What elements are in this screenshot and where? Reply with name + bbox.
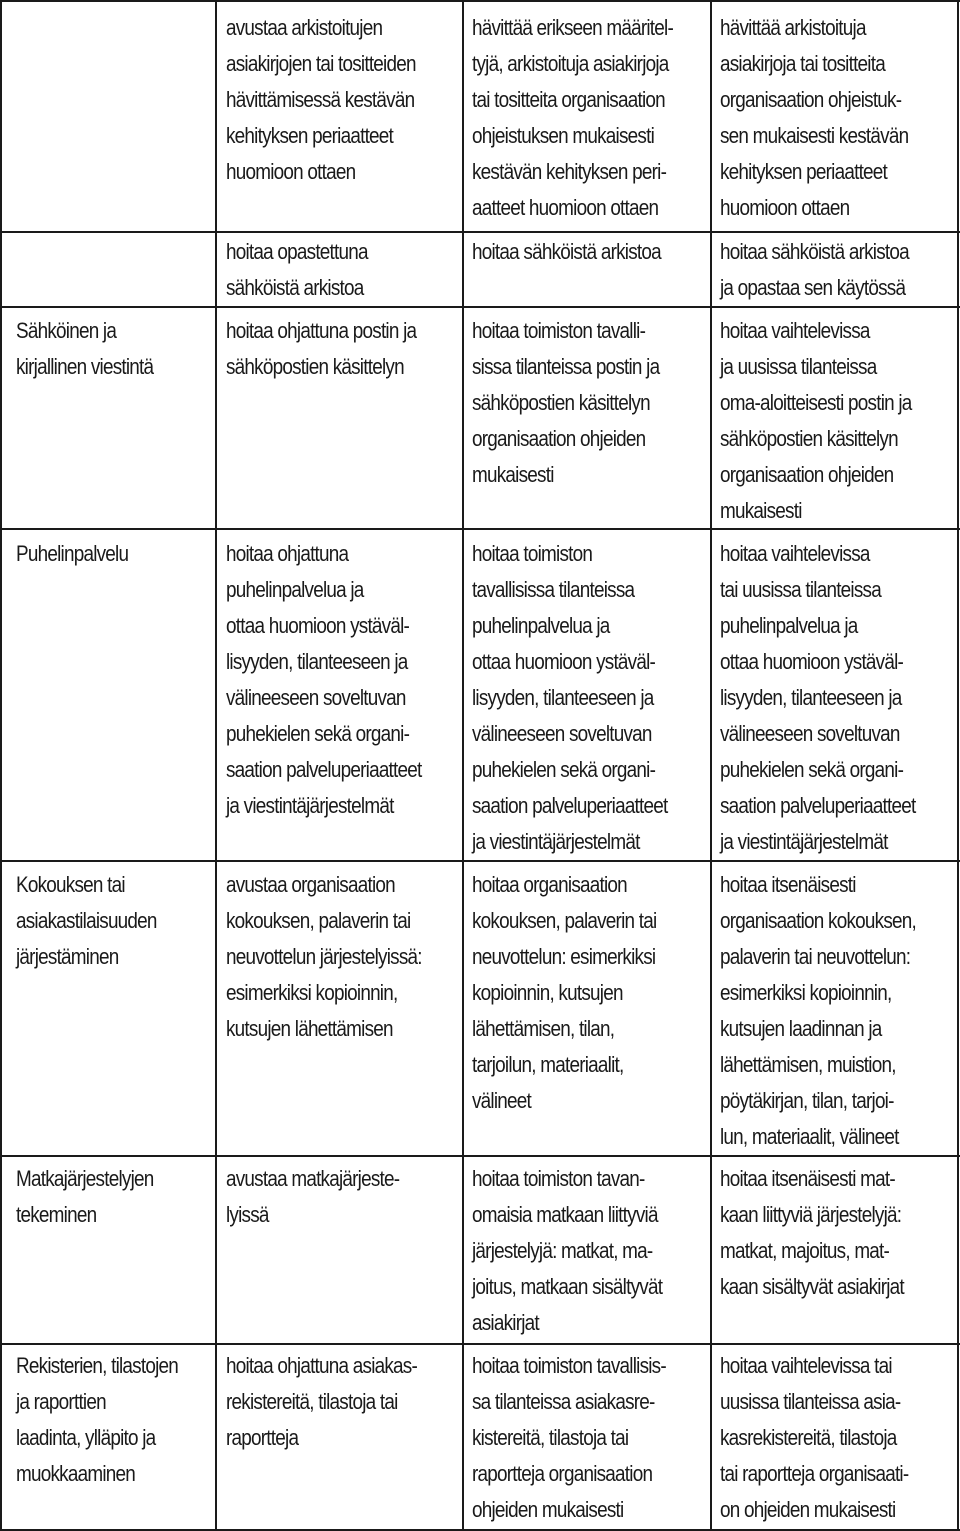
table-cell: hoitaa ohjattuna puhelinpalvelua ja ottaa huomioon ystäväl- lisyyden, tilanteeseen ja välineeseen soveltuvan puhekielen sekä organi- saation palveluperiaatteet ja viestintäjärjestelmät bbox=[226, 541, 422, 818]
row-topic: Matkajärjestelyjen tekeminen bbox=[16, 1166, 154, 1227]
table-cell: hoitaa itsenäisesti organisaation kokouksen, palaverin tai neuvottelun: esimerkiksi kopioinnin, kutsujen laadinnan ja lähettämisen, muistion, pöytäkirjan, tilan, tarjoi- lun, materiaalit, välineet bbox=[720, 872, 916, 1149]
table-border-left bbox=[0, 0, 2, 1529]
table-cell: hoitaa opastettuna sähköistä arkistoa bbox=[226, 239, 368, 300]
table-cell: hoitaa sähköistä arkistoa ja opastaa sen käytössä bbox=[720, 239, 909, 300]
table-cell: hoitaa vaihtelevissa tai uusissa tilanteissa puhelinpalvelua ja ottaa huomioon ystäväl- lisyyden, tilanteeseen ja välineeseen soveltuvan puhekielen sekä organi- saation palveluperiaatteet ja viestintäjärjestelmät bbox=[720, 541, 916, 854]
table-cell: hoitaa ohjattuna asiakas- rekistereitä, tilastoja tai raportteja bbox=[226, 1353, 418, 1450]
row-topic: Sähköinen ja kirjallinen viestintä bbox=[16, 318, 154, 379]
table-cell: avustaa arkistoitujen asiakirjojen tai tositteiden hävittämisessä kestävän kehityksen periaatteet huomioon ottaen bbox=[226, 15, 416, 184]
table-cell: hoitaa toimiston tavan- omaisia matkaan liittyviä järjestelyjä: matkat, ma- joitus, matkaan sisältyvät asiakirjat bbox=[472, 1166, 663, 1335]
table-cell: hoitaa toimiston tavalli- sissa tilanteissa postin ja sähköpostien käsittelyn organisaation ohjeiden mukaisesti bbox=[472, 318, 660, 487]
row-divider bbox=[0, 306, 960, 308]
row-divider bbox=[0, 1343, 960, 1345]
table-border-right bbox=[957, 0, 959, 1529]
table-cell: avustaa matkajärjeste- lyissä bbox=[226, 1166, 400, 1227]
column-divider bbox=[462, 0, 464, 1529]
row-topic: Rekisterien, tilastojen ja raporttien laadinta, ylläpito ja muokkaaminen bbox=[16, 1353, 179, 1486]
row-divider bbox=[0, 860, 960, 862]
column-divider bbox=[215, 0, 217, 1529]
table-cell: hävittää arkistoituja asiakirjoja tai tositteita organisaation ohjeistuk- sen mukaisesti kestävän kehityksen periaatteet huomioon ottaen bbox=[720, 15, 909, 220]
table-cell: hoitaa toimiston tavallisissa tilanteissa puhelinpalvelua ja ottaa huomioon ystäväl- lisyyden, tilanteeseen ja välineeseen soveltuvan puhekielen sekä organi- saation palveluperiaatteet ja viestintäjärjestelmät bbox=[472, 541, 668, 854]
table-cell: avustaa organisaation kokouksen, palaverin tai neuvottelun järjestelyissä: esimerkiksi kopioinnin, kutsujen lähettämisen bbox=[226, 872, 422, 1041]
row-topic: Kokouksen tai asiakastilaisuuden järjestäminen bbox=[16, 872, 157, 969]
table-cell: hoitaa vaihtelevissa tai uusissa tilanteissa asia- kasrekistereitä, tilastoja tai raportteja organisaati- on ohjeiden mukaisesti bbox=[720, 1353, 909, 1522]
table-cell: hoitaa itsenäisesti mat- kaan liittyviä järjestelyjä: matkat, majoitus, mat- kaan sisältyvät asiakirjat bbox=[720, 1166, 904, 1299]
table-border-top bbox=[0, 0, 960, 2]
table-cell: hoitaa organisaation kokouksen, palaverin tai neuvottelun: esimerkiksi kopioinnin, kutsujen lähettämisen, tilan, tarjoilun, materiaalit, välineet bbox=[472, 872, 657, 1113]
row-divider bbox=[0, 1155, 960, 1157]
row-divider bbox=[0, 231, 960, 233]
column-divider bbox=[710, 0, 712, 1529]
row-topic: Puhelinpalvelu bbox=[16, 541, 129, 566]
table-cell: hoitaa ohjattuna postin ja sähköpostien käsittelyn bbox=[226, 318, 417, 379]
table-cell: hoitaa sähköistä arkistoa bbox=[472, 239, 661, 264]
table-cell: hoitaa vaihtelevissa ja uusissa tilanteissa oma-aloitteisesti postin ja sähköpostien käsittelyn organisaation ohjeiden mukaisesti bbox=[720, 318, 912, 523]
table-cell: hoitaa toimiston tavallisis- sa tilanteissa asiakasre- kistereitä, tilastoja tai raportteja organisaation ohjeiden mukaisesti bbox=[472, 1353, 666, 1522]
table-cell: hävittää erikseen määritel- tyjä, arkistoituja asiakirjoja tai tositteita organisaation ohjeistuksen mukaisesti kestävän kehityksen peri- aatteet huomioon ottaen bbox=[472, 15, 673, 220]
